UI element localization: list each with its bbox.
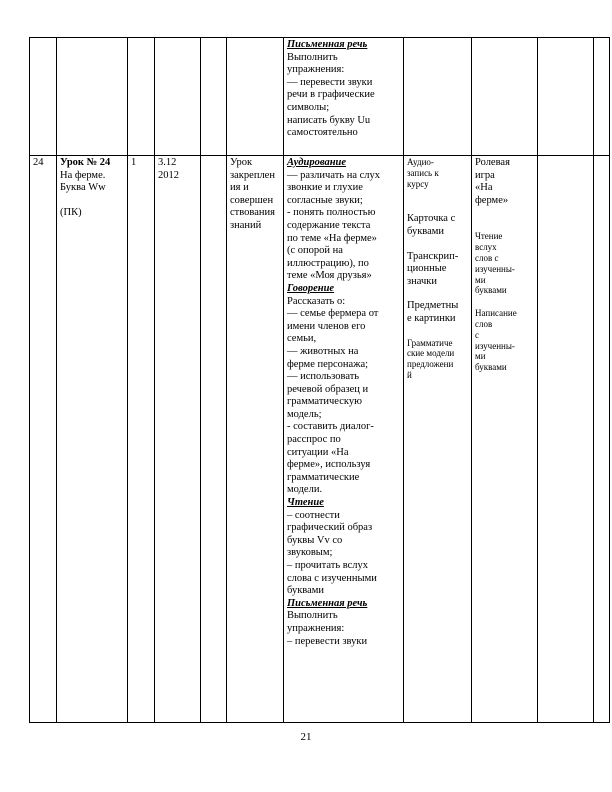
line-spacer (60, 195, 124, 207)
table-row-lesson-24 (30, 156, 610, 723)
text-line: предложени (407, 359, 454, 370)
text-line: Урок (230, 157, 253, 168)
cell-extra-narrow (594, 38, 610, 156)
text-line: содержание текста (287, 219, 371, 231)
text-line: изученны- (475, 340, 515, 351)
text-line: – соотнести (287, 509, 340, 521)
line-spacer (475, 219, 534, 231)
cell-date (155, 38, 201, 156)
text-line: звуковым; (287, 547, 333, 559)
cell-lesson (57, 38, 128, 156)
text-line: имени членов его (287, 320, 366, 332)
text-line: — перевести звуки (287, 76, 373, 88)
cell-materials (404, 156, 472, 723)
cell-empty (201, 156, 227, 723)
text-line: символы; (287, 101, 330, 113)
text-line: модели. (287, 484, 323, 496)
text-line: слов (475, 318, 493, 329)
line-spacer (407, 189, 468, 201)
text-line: семьи, (287, 333, 317, 345)
cell-lesson-type (227, 38, 284, 156)
cell-extra (538, 38, 594, 156)
lesson-hours: 1 (131, 157, 137, 168)
text-line: упражнения: (287, 622, 345, 634)
text-line: значки (407, 275, 438, 287)
text-line: Урок № 24 (60, 157, 111, 168)
text-line: грамматическую (287, 396, 362, 408)
cell-number (30, 156, 57, 723)
text-line: Написание (475, 308, 517, 319)
text-line: Предметны (407, 300, 459, 312)
cell-control (472, 156, 538, 723)
line-spacer (407, 326, 468, 338)
text-line: буквами (287, 585, 325, 597)
text-line: ствования (230, 207, 275, 219)
cell-control (472, 38, 538, 156)
cell-activities (284, 156, 404, 723)
text-line: изученны- (475, 263, 515, 274)
line-spacer (475, 296, 534, 308)
cell-materials (404, 38, 472, 156)
text-line: е картинки (407, 312, 456, 324)
text-line: совершен (230, 194, 274, 206)
line-spacer (475, 207, 534, 219)
text-line: речи в графические (287, 89, 375, 101)
text-line: вслух (475, 242, 497, 253)
text-line: модель; (287, 408, 322, 420)
text-line: буквами (407, 225, 445, 237)
text-line: Буква Ww (60, 182, 106, 194)
text-line: Чтение (475, 231, 503, 242)
text-line: ия и (230, 182, 249, 194)
text-line: самостоятельно (287, 127, 358, 139)
text-line: грамматические (287, 471, 360, 483)
text-line: Выполнить (287, 610, 338, 622)
text-line: — семье фермера от (287, 308, 379, 320)
text-line: ферме персонажа; (287, 358, 369, 370)
text-line: по теме «На ферме» (287, 232, 377, 244)
line-spacer (407, 201, 468, 213)
cell-hours (128, 156, 155, 723)
text-line: иллюстрацию), по (287, 257, 369, 269)
table-row-continued (30, 38, 610, 156)
line-spacer (407, 239, 468, 251)
text-line: 3.12 (158, 157, 177, 168)
text-line: буквами (475, 362, 507, 373)
text-line: буквы Vv со (287, 534, 343, 546)
text-line: написать букву Uu (287, 114, 371, 126)
text-line: ферме», используя (287, 459, 371, 471)
text-line: ционные (407, 263, 447, 275)
text-line: – прочитать вслух (287, 560, 369, 571)
text-line: звонкие и глухие (287, 182, 363, 194)
text-line: буквами (475, 285, 507, 296)
text-line: Карточка с (407, 213, 456, 225)
section-heading: Чтение (287, 497, 324, 509)
lesson-number: 24 (33, 157, 44, 168)
cell-empty (201, 38, 227, 156)
text-line: игра (475, 169, 495, 181)
cell-number (30, 38, 57, 156)
cell-hours (128, 38, 155, 156)
page-number: 21 (300, 731, 312, 743)
text-line: запись к (407, 167, 439, 178)
section-heading: Аудирование (287, 157, 347, 168)
text-line: - понять полностью (287, 207, 376, 219)
text-line: ми (475, 274, 486, 285)
section-heading: Письменная речь (287, 39, 368, 50)
text-line: Аудио- (407, 157, 434, 167)
text-line: – перевести звуки (287, 635, 368, 647)
text-line: согласные звуки; (287, 194, 363, 206)
text-line: 2012 (158, 169, 179, 181)
text-line: «На (475, 182, 493, 194)
text-line: Ролевая (475, 157, 510, 168)
text-line: — использовать (287, 371, 360, 383)
text-line: упражнения: (287, 64, 345, 76)
section-heading: Письменная речь (287, 597, 368, 609)
text-line: Выполнить (287, 51, 338, 63)
cell-extra-narrow (594, 156, 610, 723)
text-line: Рассказать о: (287, 295, 346, 307)
section-heading: Говорение (287, 282, 335, 294)
text-line: речевой образец и (287, 383, 369, 395)
text-line: (ПК) (60, 206, 82, 218)
text-line: ские модели (407, 348, 455, 359)
text-line: ферме» (475, 194, 509, 206)
text-line: ситуации «На (287, 446, 349, 458)
text-line: (с опорой на (287, 245, 343, 257)
cell-extra (538, 156, 594, 723)
text-line: — различать на слух (287, 169, 381, 181)
text-line: знаний (230, 219, 262, 231)
text-line: й (407, 369, 412, 380)
cell-activities (284, 38, 404, 156)
text-line: слова с изученными (287, 572, 377, 584)
text-line: теме «Моя друзья» (287, 270, 372, 282)
text-line: На ферме. (60, 169, 106, 181)
text-line: - составить диалог- (287, 421, 374, 433)
text-line: Транскрип- (407, 250, 459, 262)
text-line: курсу (407, 178, 429, 189)
text-line: графический образ (287, 522, 373, 534)
cell-date (155, 156, 201, 723)
lesson-plan-table (29, 37, 610, 723)
text-line: — животных на (287, 345, 359, 357)
text-line: с (475, 329, 479, 340)
text-line: Грамматиче (407, 337, 453, 348)
cell-lesson (57, 156, 128, 723)
line-spacer (407, 288, 468, 300)
text-line: расспрос по (287, 434, 341, 446)
text-line: ми (475, 351, 486, 362)
cell-lesson-type (227, 156, 284, 723)
text-line: закреплен (230, 169, 275, 181)
text-line: слов с (475, 252, 499, 263)
